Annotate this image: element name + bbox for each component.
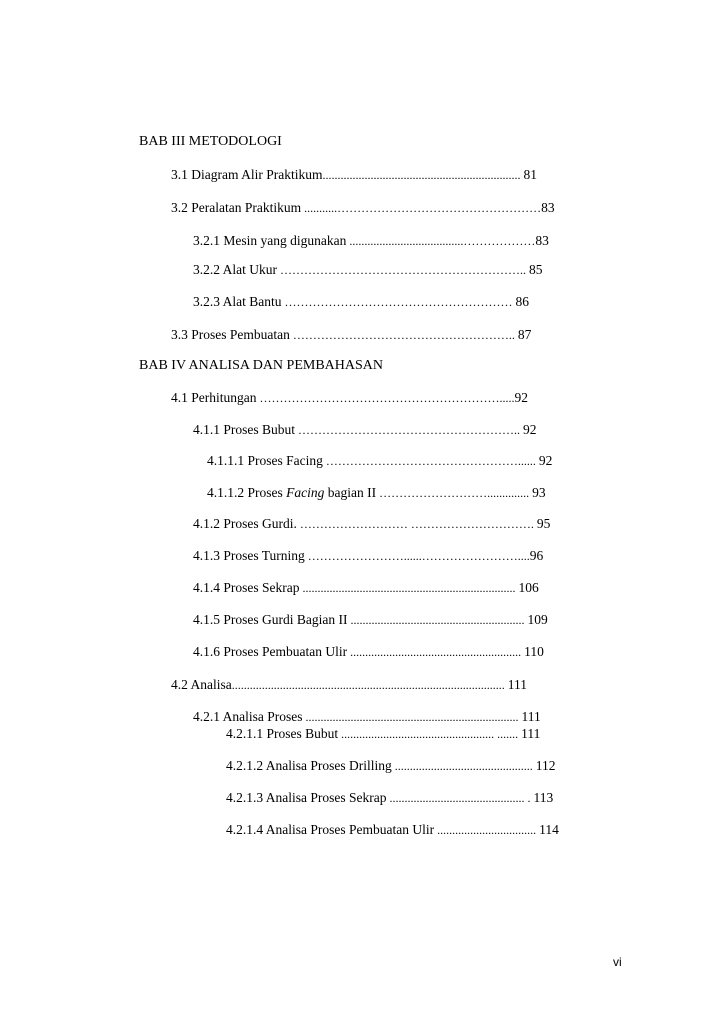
toc-leader-dots: ………………………………………………… — [281, 295, 516, 309]
toc-page-number: 92 — [538, 453, 553, 468]
toc-page-number: 85 — [529, 262, 543, 277]
toc-entry — [193, 644, 544, 660]
toc-entry-title: 4.1.1 Proses Bubut — [193, 422, 296, 437]
toc-entry-title: BAB IV ANALISA DAN PEMBAHASAN — [139, 358, 383, 373]
toc-entry — [207, 485, 546, 501]
toc-leader-dots: .......................................................... — [347, 613, 528, 627]
toc-page-number: 96 — [529, 548, 544, 563]
toc-entry-title: 4.1.4 Proses Sekrap — [193, 580, 300, 595]
toc-entry-title: 3.2.1 Mesin yang digunakan — [193, 233, 347, 248]
toc-entry-title: 4.1.5 Proses Gurdi Bagian II — [193, 612, 348, 627]
toc-entry — [193, 294, 529, 310]
toc-page-number: 95 — [536, 516, 551, 531]
toc-page-number: 110 — [524, 644, 544, 659]
toc-page-number: 114 — [539, 822, 559, 837]
toc-leader-dots: .............................................. — [391, 759, 536, 773]
toc-leader-dots: ...........…………………………………………… — [301, 201, 542, 215]
toc-page-number: 83 — [535, 233, 549, 248]
toc-leader-dots: ....................................................................... — [302, 710, 522, 724]
toc-entry — [226, 822, 559, 838]
toc-entry — [171, 167, 537, 183]
toc-page-number: 106 — [518, 580, 539, 595]
toc-entry — [171, 327, 531, 343]
toc-entry-title: 4.2.1 Analisa Proses — [193, 709, 303, 724]
toc-leader-dots: ................................................... ....... — [338, 727, 522, 741]
toc-entry — [193, 516, 550, 532]
toc-page-number: 86 — [515, 294, 529, 309]
toc-entry-title: 3.2.3 Alat Bantu — [193, 294, 282, 309]
toc-entry-title: bagian II — [324, 485, 377, 500]
toc-leader-dots: ....................................................................... — [299, 581, 519, 595]
toc-entry-title: 4.1.1.1 Proses Facing — [207, 453, 323, 468]
toc-entry — [226, 758, 556, 774]
toc-entry-title: 4.1.3 Proses Turning — [193, 548, 305, 563]
toc-entry — [193, 709, 541, 725]
toc-entry-title: 4.1.6 Proses Pembuatan Ulir — [193, 644, 348, 659]
toc-page-number: 81 — [523, 167, 537, 182]
toc-leader-dots: ........................................................................................... — [231, 678, 508, 692]
toc-entry — [193, 548, 543, 564]
toc-entry-title-italic: Facing — [286, 485, 325, 500]
toc-page-number: 113 — [533, 790, 554, 805]
toc-entry-title: 3.3 Proses Pembuatan — [171, 327, 290, 342]
toc-entry-title: 4.1.2 Proses Gurdi. — [193, 516, 297, 531]
toc-entry — [226, 726, 540, 742]
toc-page-number: 109 — [527, 612, 548, 627]
toc-page-number: 111 — [507, 677, 527, 692]
toc-entry — [193, 422, 537, 438]
toc-page-number: 112 — [535, 758, 556, 773]
toc-leader-dots: ……………………… …………………………. — [296, 517, 537, 531]
toc-entry — [193, 233, 549, 249]
toc-page-number: 92 — [523, 422, 537, 437]
toc-leader-dots: ……………………………………………….. — [289, 328, 518, 342]
toc-leader-dots: …………………………………………...... — [322, 454, 539, 468]
toc-entry — [171, 200, 555, 216]
toc-page-number: 111 — [521, 726, 541, 741]
toc-entry — [171, 390, 528, 406]
footer-page-number: vi — [613, 955, 622, 969]
toc-leader-dots: …………………………………………………….. — [277, 263, 529, 277]
toc-leader-dots: ......................................................... — [347, 645, 525, 659]
toc-page-number: 93 — [532, 485, 546, 500]
toc-entry-title: 4.2.1.1 Proses Bubut — [226, 726, 339, 741]
toc-entry-title: 4.2 Analisa — [171, 677, 232, 692]
toc-entry-title: 3.1 Diagram Alir Praktikum — [171, 167, 323, 182]
toc-leader-dots: ................................. — [434, 823, 540, 837]
toc-page-number: 87 — [517, 327, 532, 342]
toc-page-number: 83 — [541, 200, 555, 215]
toc-entry-title: 3.2 Peralatan Praktikum — [171, 200, 302, 215]
toc-entry — [226, 790, 553, 806]
toc-chapter-heading — [139, 134, 282, 150]
toc-leader-dots: ……………………………………………………..... — [256, 391, 515, 405]
toc-entry-title: 4.2.1.3 Analisa Proses Sekrap — [226, 790, 387, 805]
toc-entry-title: 4.1.1.2 Proses — [207, 485, 287, 500]
toc-leader-dots: ............................................. . — [386, 791, 534, 805]
toc-leader-dots: ......................................……………… — [346, 234, 536, 248]
toc-entry — [171, 677, 527, 693]
toc-leader-dots: ……………………………………………….. — [295, 423, 524, 437]
toc-leader-dots: .................................................................. — [322, 168, 524, 182]
toc-page-number: 111 — [521, 709, 541, 724]
toc-entry-title: 4.2.1.2 Analisa Proses Drilling — [226, 758, 392, 773]
toc-entry — [193, 262, 543, 278]
toc-entry-title: 4.2.1.4 Analisa Proses Pembuatan Ulir — [226, 822, 435, 837]
toc-leader-dots: ……………………….............. — [376, 486, 533, 500]
toc-leader-dots: ……………………......…………………….... — [304, 549, 530, 563]
toc-entry-title: 3.2.2 Alat Ukur — [193, 262, 277, 277]
toc-entry — [193, 580, 539, 596]
toc-entry-title: 4.1 Perhitungan — [171, 390, 257, 405]
toc-entry — [207, 453, 552, 469]
toc-entry-title: BAB III METODOLOGI — [139, 134, 282, 149]
toc-page-number: 92 — [514, 390, 528, 405]
toc-entry — [193, 612, 548, 628]
toc-chapter-heading — [139, 358, 383, 374]
